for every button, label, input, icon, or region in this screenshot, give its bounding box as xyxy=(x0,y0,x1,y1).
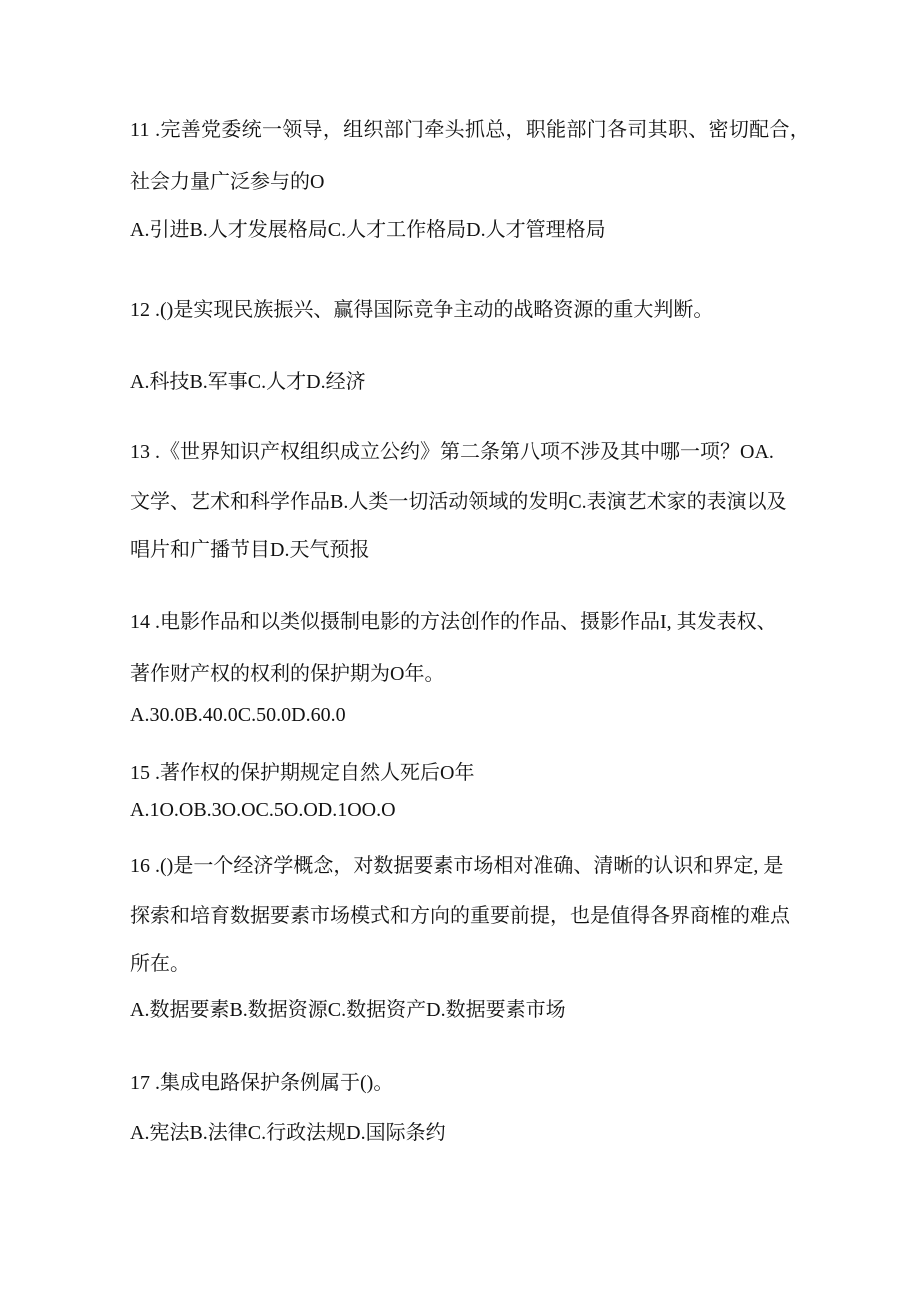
question-text: 文学、艺术和科学作品B.人类一切活动领域的发明C.表演艺术家的表演以及 xyxy=(130,491,787,513)
question-text: 探索和培育数据要素市场模式和方向的重要前提，也是值得各界商榷的难点 xyxy=(130,905,790,927)
question-text: 17 .集成电路保护条例属于()。 xyxy=(130,1072,394,1094)
question-text: 15 .著作权的保护期规定自然人死后O年 xyxy=(130,762,475,784)
question-options: A.引进B.人才发展格局C.人才工作格局D.人才管理格局 xyxy=(130,219,606,241)
question-options: A.1O.OB.3O.OC.5O.OD.1OO.O xyxy=(130,799,396,821)
question-text: 所在。 xyxy=(130,953,190,975)
question-text: 11 .完善党委统一领导，组织部门牵头抓总，职能部门各司其职、密切配合， xyxy=(130,119,811,141)
question-text: 著作财产权的权利的保护期为O年。 xyxy=(130,663,445,685)
question-text: 12 .()是实现民族振兴、赢得国际竞争主动的战略资源的重大判断。 xyxy=(130,299,714,321)
question-text: 社会力量广泛参与的O xyxy=(130,171,325,193)
question-options: A.宪法B.法律C.行政法规D.国际条约 xyxy=(130,1122,446,1144)
question-options: A.30.0B.40.0C.50.0D.60.0 xyxy=(130,704,346,726)
question-text: 14 .电影作品和以类似摄制电影的方法创作的作品、摄影作品I, 其发表权、 xyxy=(130,611,777,633)
question-text: 16 .()是一个经济学概念，对数据要素市场相对准确、清晰的认识和界定, 是 xyxy=(130,855,784,877)
question-options: A.数据要素B.数据资源C.数据资产D.数据要素市场 xyxy=(130,999,566,1021)
question-text: 13 .《世界知识产权组织成立公约》第二条第八项不涉及其中哪一项？OA. xyxy=(130,441,774,463)
question-options: A.科技B.军事C.人才D.经济 xyxy=(130,371,366,393)
question-text: 唱片和广播节目D.天气预报 xyxy=(130,539,370,561)
